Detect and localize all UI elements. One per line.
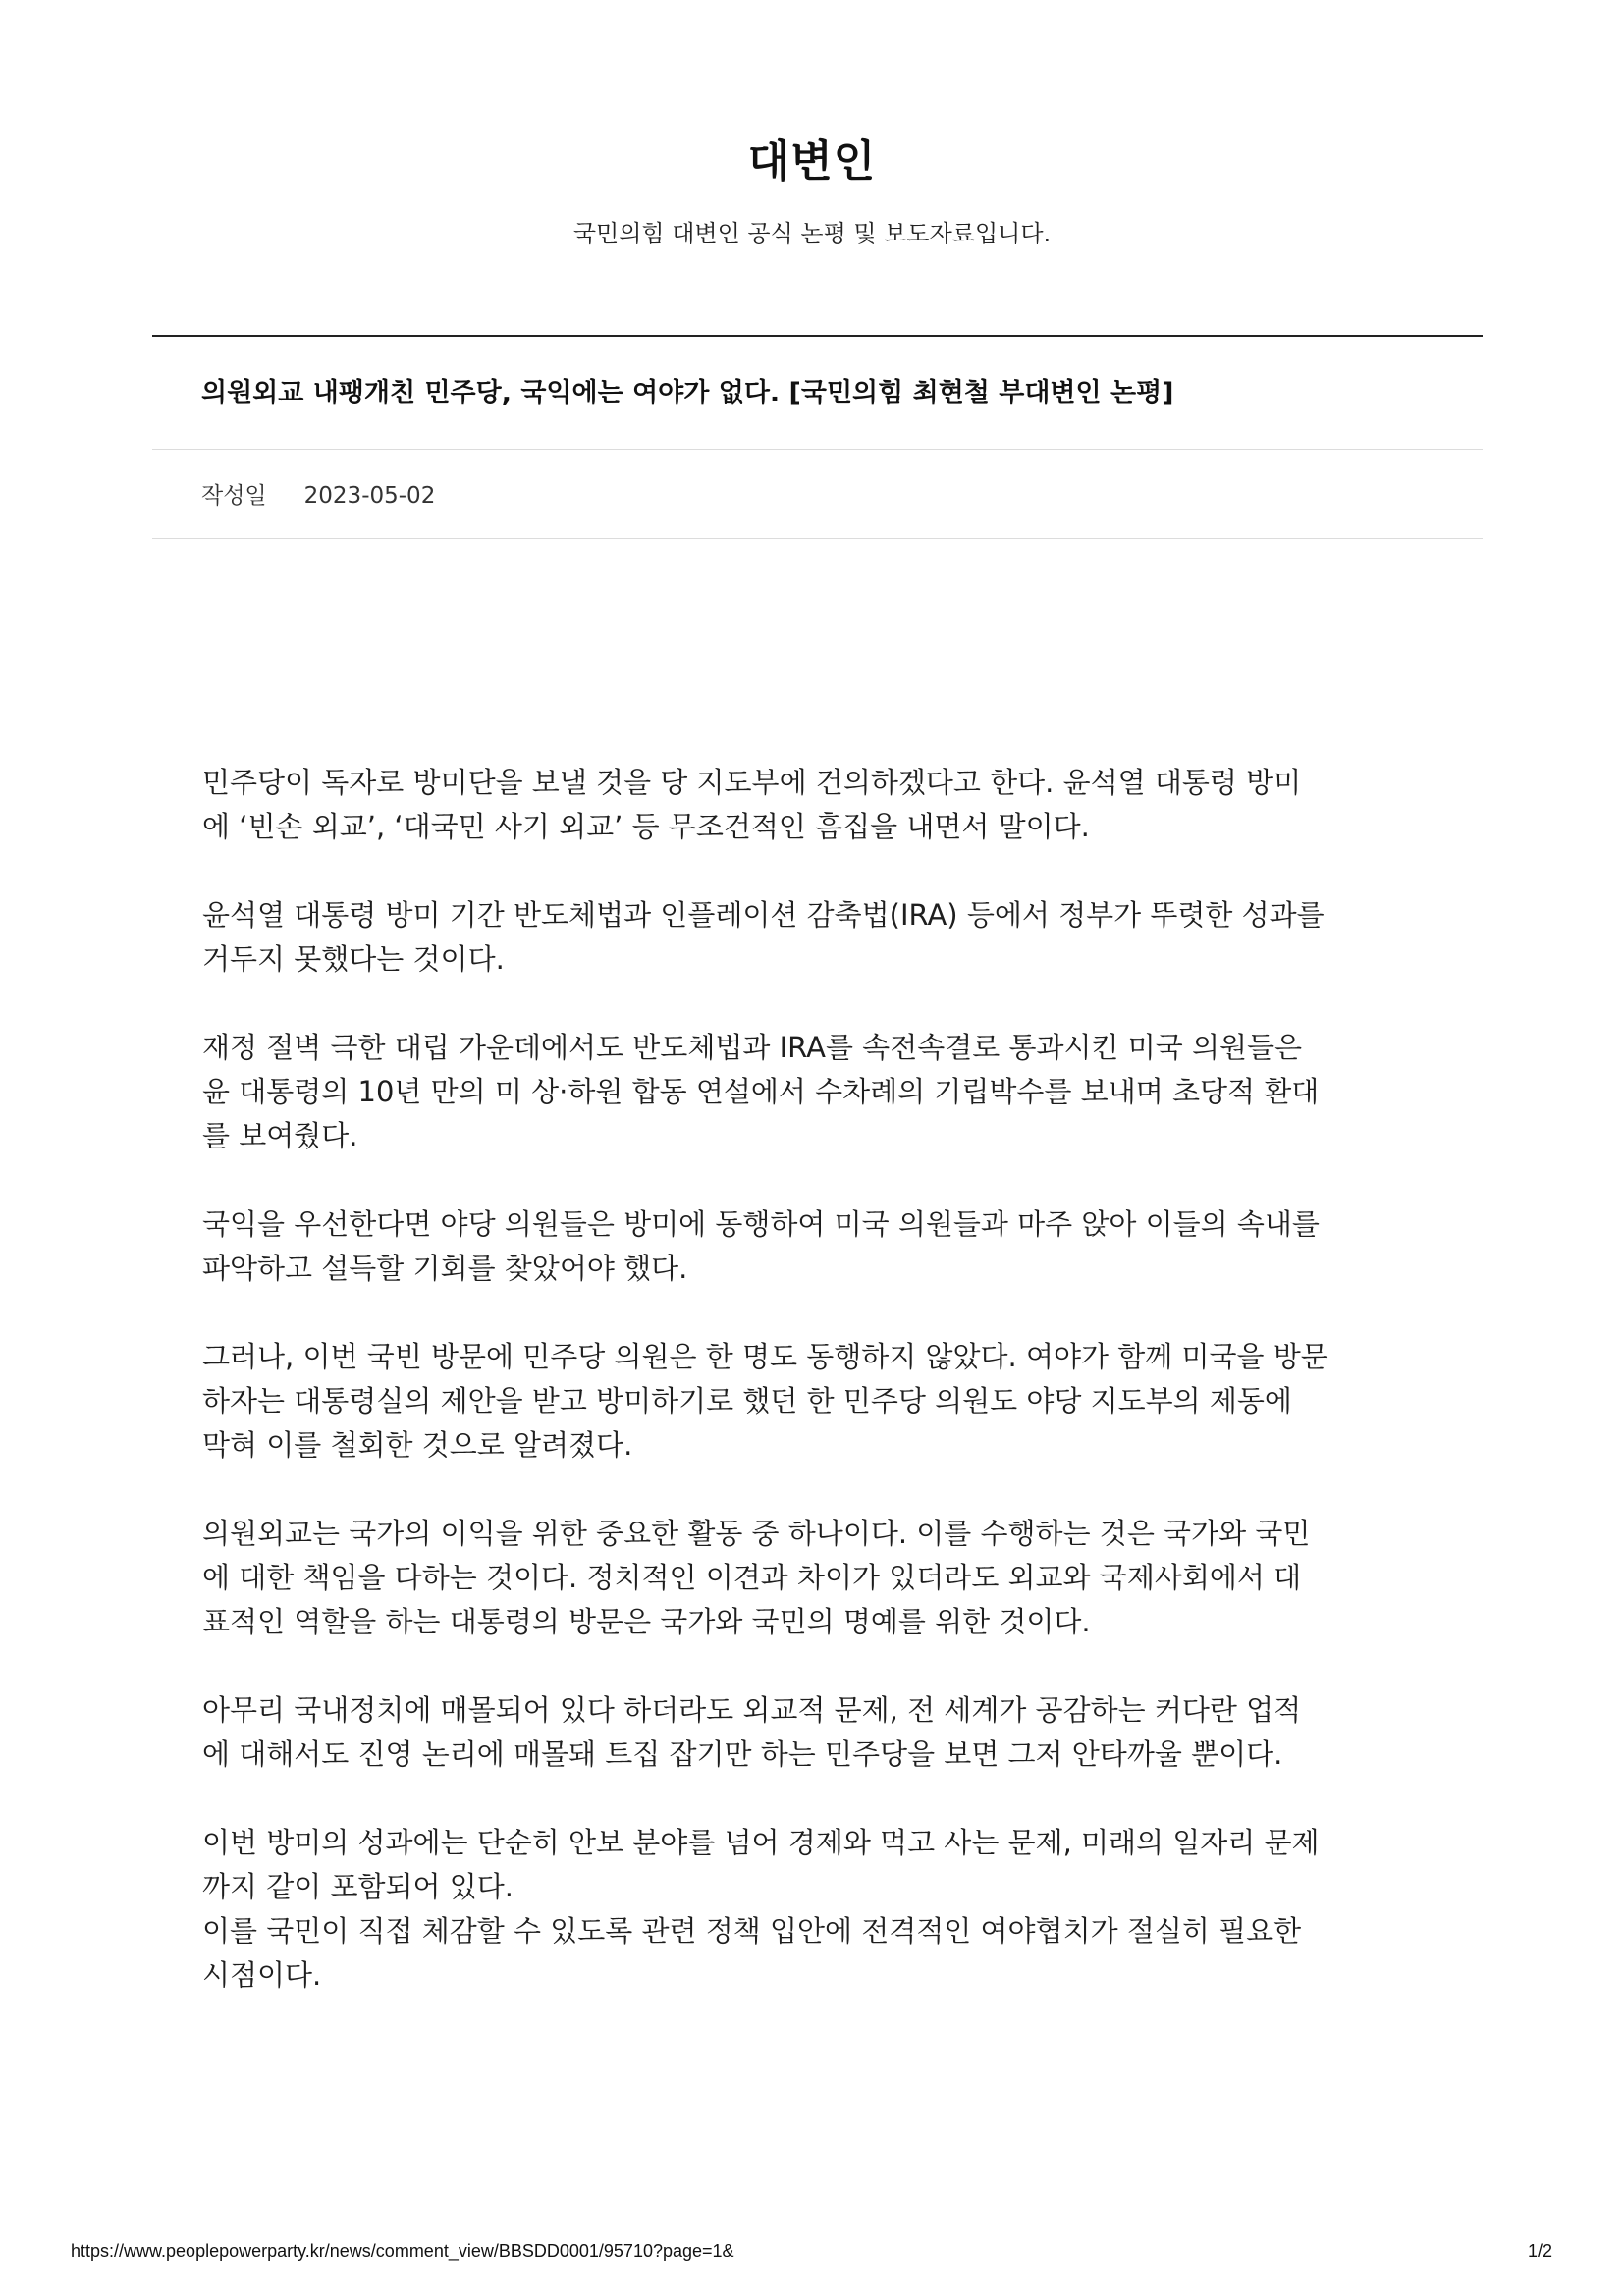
paragraph	[202, 1026, 1449, 1158]
text-line: 민주당이 독자로 방미단을 보낼 것을 당 지도부에 건의하겠다고 한다. 윤석열 대통령 방미	[202, 766, 1302, 799]
paragraph	[202, 1688, 1449, 1777]
text-line: 파악하고 설득할 기회를 찾았어야 했다.	[202, 1252, 688, 1285]
header-divider	[152, 335, 1483, 337]
text-line: 막혀 이를 철회한 것으로 알려졌다.	[202, 1428, 633, 1462]
paragraph	[202, 1909, 1449, 1998]
text-line: 윤 대통령의 10년 만의 미 상·하원 합동 연설에서 수차례의 기립박수를 보내며 초당적 환대	[202, 1075, 1320, 1108]
text-line: 이번 방미의 성과에는 단순히 안보 분야를 넘어 경제와 먹고 사는 문제, 미래의 일자리 문제	[202, 1826, 1320, 1859]
text-line: 윤석열 대통령 방미 기간 반도체법과 인플레이션 감축법(IRA) 등에서 정부가 뚜렷한 성과를	[202, 898, 1325, 932]
text-line: 에 ‘빈손 외교’, ‘대국민 사기 외교’ 등 무조건적인 흠집을 내면서 말이다.	[202, 810, 1090, 843]
paragraph	[202, 893, 1449, 982]
paragraph	[202, 1821, 1449, 1909]
date-value: 2023-05-02	[303, 483, 436, 508]
footer-url: https://www.peoplepowerparty.kr/news/comment_view/BBSDD0001/95710?page=1&	[71, 2241, 734, 2261]
text-line: 시점이다.	[202, 1958, 322, 1992]
page-subtitle: 국민의힘 대변인 공식 논평 및 보도자료입니다.	[572, 220, 1052, 247]
paragraph	[202, 1512, 1449, 1644]
text-line: 이를 국민이 직접 체감할 수 있도록 관련 정책 입안에 전격적인 여야협치가 절실히 필요한	[202, 1914, 1302, 1948]
text-line: 하자는 대통령실의 제안을 받고 방미하기로 했던 한 민주당 의원도 야당 지도부의 제동에	[202, 1384, 1292, 1417]
page-title: 대변인	[747, 136, 877, 187]
text-line: 에 대한 책임을 다하는 것이다. 정치적인 이견과 차이가 있더라도 외교와 국제사회에서 대	[202, 1561, 1302, 1594]
text-line: 까지 같이 포함되어 있다.	[202, 1870, 514, 1903]
text-line: 거두지 못했다는 것이다.	[202, 942, 505, 976]
paragraph	[202, 1335, 1449, 1468]
page-number: 1/2	[1528, 2241, 1553, 2261]
paragraph	[202, 761, 1449, 849]
text-line: 의원외교는 국가의 이익을 위한 중요한 활동 중 하나이다. 이를 수행하는 것은 국가와 국민	[202, 1517, 1311, 1550]
article-body	[202, 761, 1449, 1998]
text-line: 국익을 우선한다면 야당 의원들은 방미에 동행하여 미국 의원들과 마주 앉아 이들의 속내를	[202, 1207, 1320, 1241]
meta-divider	[152, 538, 1483, 539]
text-line: 아무리 국내정치에 매몰되어 있다 하더라도 외교적 문제, 전 세계가 공감하는 커다란 업적	[202, 1693, 1302, 1727]
text-line: 에 대해서도 진영 논리에 매몰돼 트집 잡기만 하는 민주당을 보면 그저 안타까울 뿐이다.	[202, 1737, 1283, 1771]
article-meta	[201, 477, 435, 509]
text-line: 그러나, 이번 국빈 방문에 민주당 의원은 한 명도 동행하지 않았다. 여야가 함께 미국을 방문	[202, 1340, 1328, 1373]
paragraph	[202, 1202, 1449, 1291]
text-line: 를 보여줬다.	[202, 1119, 358, 1152]
title-divider	[152, 449, 1483, 450]
date-label: 작성일	[201, 483, 267, 508]
text-line: 재정 절벽 극한 대립 가운데에서도 반도체법과 IRA를 속전속결로 통과시킨 미국 의원들은	[202, 1031, 1303, 1064]
text-line: 표적인 역할을 하는 대통령의 방문은 국가와 국민의 명예를 위한 것이다.	[202, 1605, 1091, 1638]
article-title: 의원외교 내팽개친 민주당, 국익에는 여야가 없다. [국민의힘 최현철 부대변인 논평]	[201, 378, 1174, 408]
